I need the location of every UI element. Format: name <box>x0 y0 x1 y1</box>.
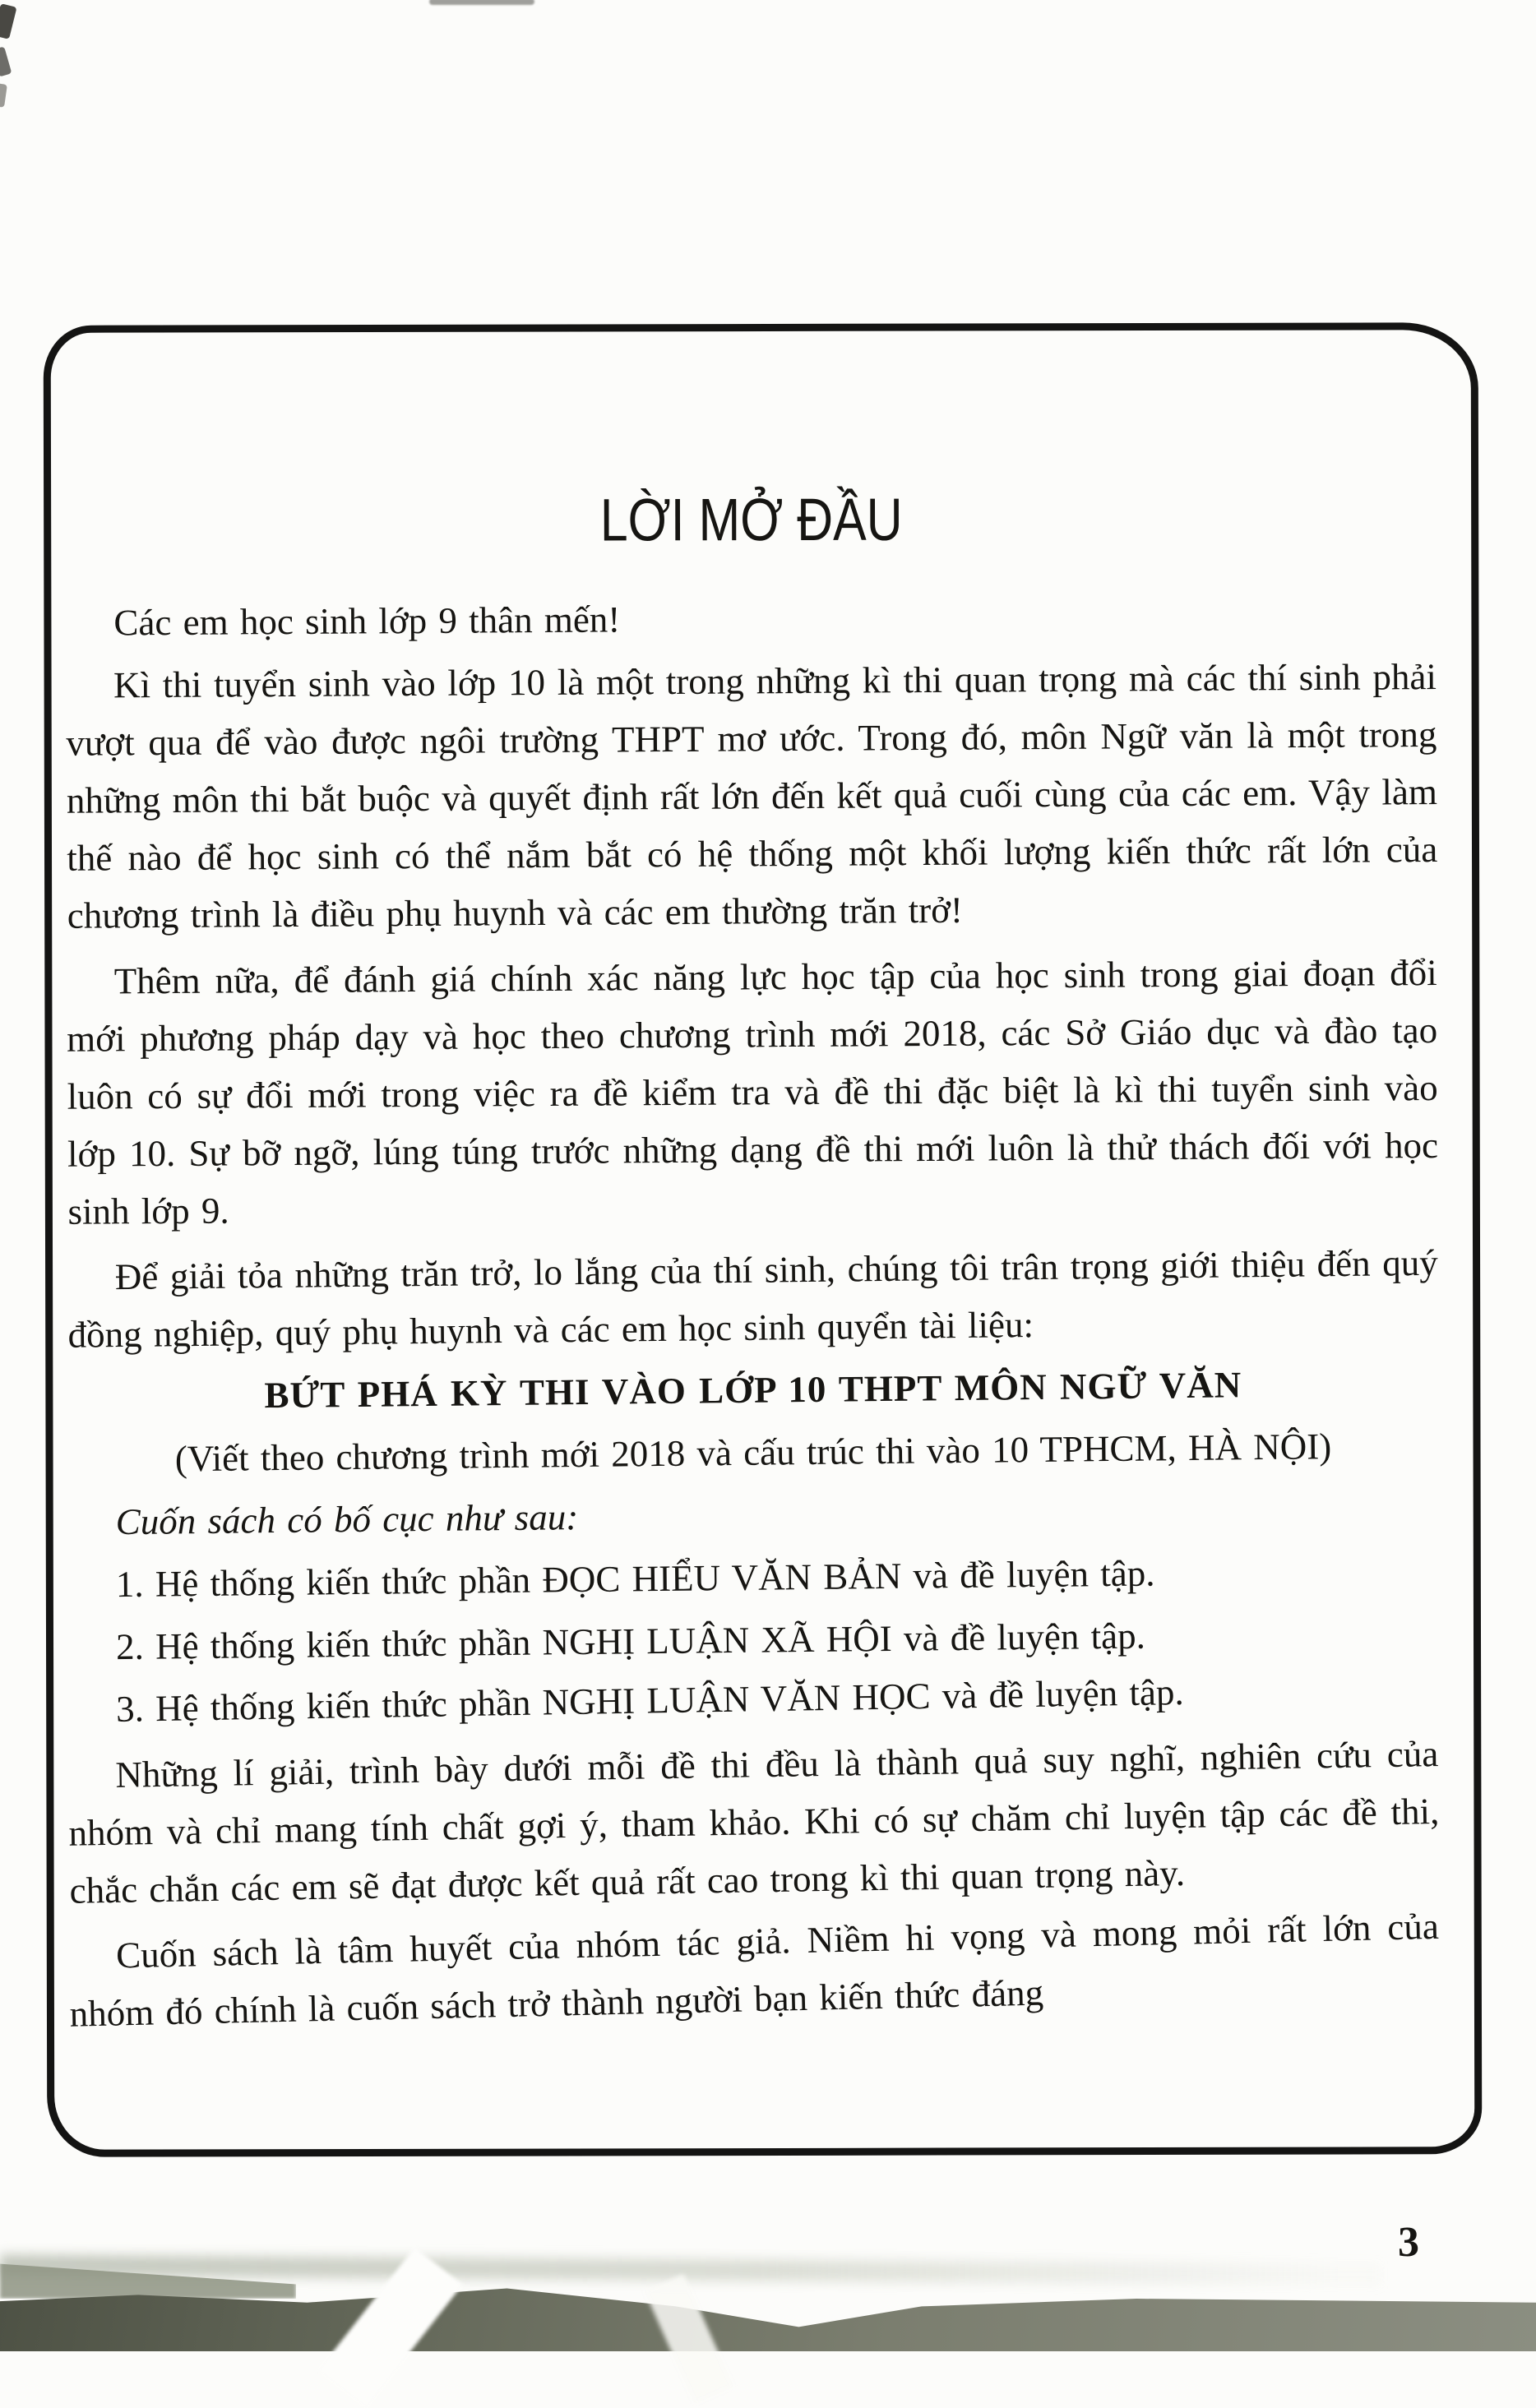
paragraph-new-program: Thêm nữa, để đánh giá chính xác năng lực học tập của học sinh trong giai đoạn đổi mới phương pháp dạy và học theo chương trình mới 2018, các Sở Giáo dục và đào tạo luôn có sự đổi mới trong việc ra đề kiểm tra và đề thi đặc biệt là kì thi tuyển sinh vào lớp 10. Sự bỡ ngỡ, lúng túng trước những dạng đề thi mới luôn là thử thách đối với học sinh lớp 9. <box>67 952 1439 1232</box>
preface-title: LỜI MỞ ĐẦU <box>599 485 903 554</box>
scan-artifact-speck <box>0 3 17 39</box>
page-border-frame <box>44 322 1483 2157</box>
paragraph-greeting: Các em học sinh lớp 9 thân mến! <box>113 599 621 644</box>
scan-artifact-book-edge <box>0 2287 1536 2351</box>
scan-artifact-speck <box>0 46 12 76</box>
paragraph-disclaimer: Những lí giải, trình bày dưới mỗi đề thi đều là thành quả suy nghĩ, nghiên cứu của nhóm và chỉ mang tính chất gợi ý, tham khảo. Khi có sự chăm chỉ luyện tập các đề thi, chắc chắn các em sẽ đạt được kết quả rất cao trong kì thi quan trọng này. <box>68 1733 1440 1911</box>
scan-artifact-speck <box>0 83 7 108</box>
page-number: 3 <box>1398 2219 1419 2266</box>
book-title-line: BỨT PHÁ KỲ THI VÀO LỚP 10 THPT MÔN NGỮ VĂN <box>264 1364 1242 1417</box>
scan-artifact-dash <box>429 0 534 5</box>
scan-artifact-smudge <box>0 2254 1381 2286</box>
scan-artifact-page-corner <box>318 2247 462 2407</box>
structure-lead-line: Cuốn sách có bố cục như sau: <box>115 1496 579 1543</box>
structure-item-1: 1. Hệ thống kiến thức phần ĐỌC HIỂU VĂN BẢN và đề luyện tập. <box>115 1552 1155 1606</box>
paragraph-introduce-book: Để giải tỏa những trăn trở, lo lắng của thí sinh, chúng tôi trân trọng giới thiệu đến quý đồng nghiệp, quý phụ huynh và các em học sinh quyển tài liệu: <box>67 1241 1438 1356</box>
paragraph-exam-intro: Kì thi tuyển sinh vào lớp 10 là một trong những kì thi quan trọng mà các thí sinh phải vượt qua để vào được ngôi trường THPT mơ ước. Trong đó, môn Ngữ văn là một trong những môn thi bắt buộc và quyết định rất lớn đến kết quả cuối cùng của các em. Vậy làm thế nào để học sinh có thể nắm bắt có hệ thống một khối lượng kiến thức rất lớn của chương trình là điều phụ huynh và các em thường trăn trở! <box>66 656 1438 936</box>
scan-artifact-page-corner <box>645 2274 734 2404</box>
paragraph-closing: Cuốn sách là tâm huyết của nhóm tác giả. Niềm hi vọng và mong mỏi rất lớn của nhóm đó chính là cuốn sách trở thành người bạn kiến thức đáng <box>69 1905 1440 2035</box>
structure-item-2: 2. Hệ thống kiến thức phần NGHỊ LUẬN XÃ HỘI và đề luyện tập. <box>115 1615 1146 1668</box>
book-subtitle-line: (Viết theo chương trình mới 2018 và cấu trúc thi vào 10 TPHCM, HÀ NỘI) <box>174 1426 1332 1480</box>
scan-artifact-page-edge <box>0 2261 296 2299</box>
structure-item-3: 3. Hệ thống kiến thức phần NGHỊ LUẬN VĂN HỌC và đề luyện tập. <box>115 1671 1185 1730</box>
